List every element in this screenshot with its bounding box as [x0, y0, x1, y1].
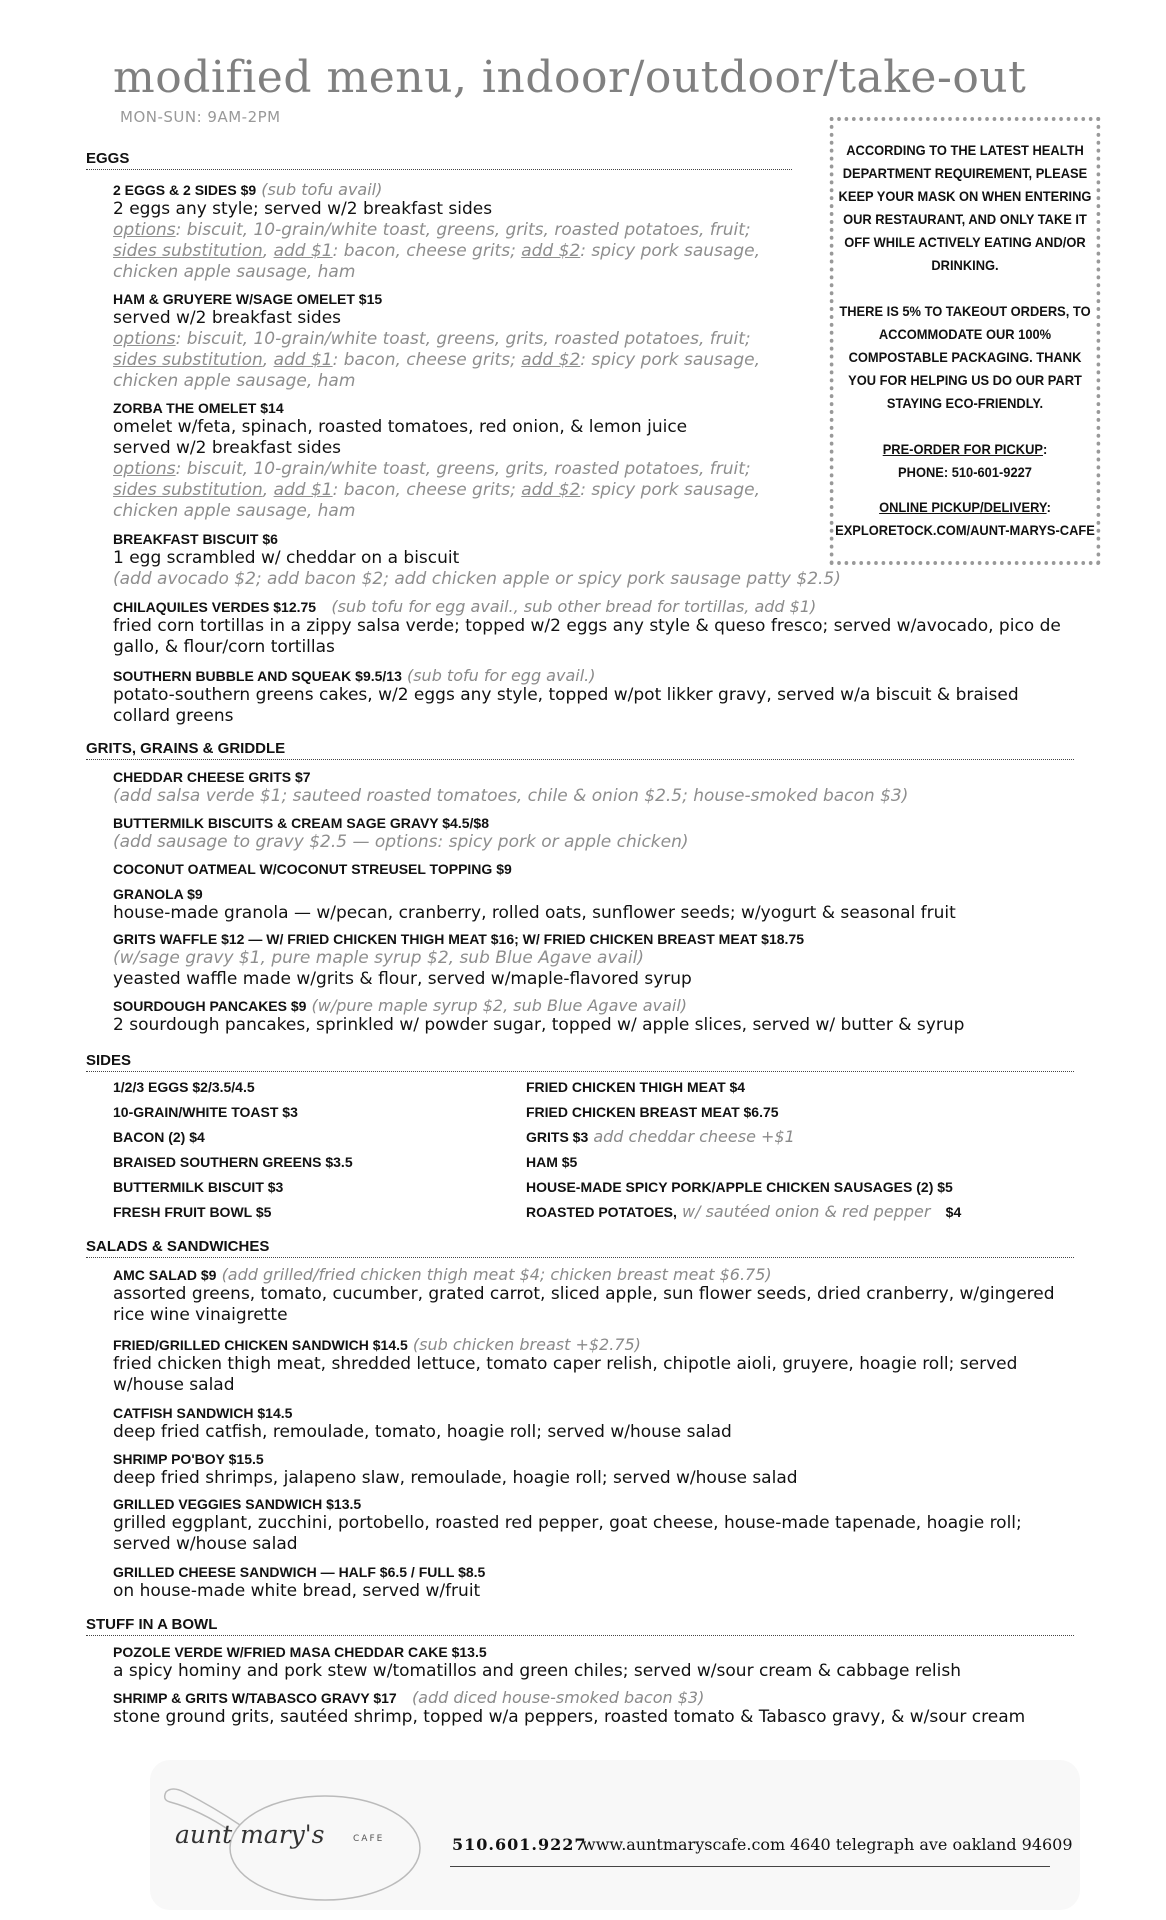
- item-name: GRITS WAFFLE $12 — W/ FRIED CHICKEN THIGH MEAT $16; W/ FRIED CHICKEN BREAST MEAT $18.75: [113, 931, 804, 947]
- item-note: (sub tofu avail): [261, 180, 383, 199]
- item-note: (sub tofu for egg avail., sub other bread for tortillas, add $1): [331, 597, 817, 616]
- item-veggies-sandwich: [113, 1494, 1073, 1555]
- section-eggs: EGGS: [86, 150, 792, 170]
- add2-text: : spicy pork sausage,: [580, 480, 760, 500]
- page-title: modified menu, indoor/outdoor/take-out: [113, 52, 1027, 103]
- item-name: 2 EGGS & 2 SIDES $9: [113, 182, 257, 198]
- item-desc: a spicy hominy and pork stew w/tomatillos and green chiles; served w/sour cream & cabbage relish: [113, 1661, 961, 1681]
- item-2-eggs: [113, 180, 760, 283]
- item-bubble-squeak: [113, 666, 1073, 727]
- item-name: CHILAQUILES VERDES $12.75: [113, 599, 317, 615]
- add1-label: add $1: [273, 350, 333, 370]
- sausage-line: chicken apple sausage, ham: [113, 371, 356, 391]
- section-grits: GRITS, GRAINS & GRIDDLE: [86, 740, 1074, 760]
- side-item: 1/2/3 EGGS $2/3.5/4.5: [113, 1079, 255, 1095]
- item-oatmeal: [113, 859, 512, 878]
- item-name: SHRIMP PO'BOY $15.5: [113, 1451, 264, 1467]
- hours: MON-SUN: 9AM-2PM: [120, 108, 281, 126]
- side-item: ROASTED POTATOES,: [526, 1204, 677, 1220]
- item-name: FRIED/GRILLED CHICKEN SANDWICH $14.5: [113, 1337, 408, 1353]
- item-pozole: [113, 1642, 961, 1682]
- options-label: options: [113, 220, 176, 240]
- add1-label: add $1: [273, 480, 333, 500]
- online-label: ONLINE PICKUP/DELIVERY: [879, 499, 1047, 515]
- item-name: ZORBA THE OMELET $14: [113, 400, 284, 416]
- side-item: HOUSE-MADE SPICY PORK/APPLE CHICKEN SAUSAGES (2) $5: [526, 1179, 953, 1195]
- sausage-line: chicken apple sausage, ham: [113, 501, 356, 521]
- item-note: (add grilled/fried chicken thigh meat $4; chicken breast meat $6.75): [221, 1265, 772, 1284]
- item-desc: fried corn tortillas in a zippy salsa verde; topped w/2 eggs any style & queso fresco; served w/avocado, pico de gallo, & flour/corn tortillas: [113, 616, 1061, 657]
- item-desc: 2 sourdough pancakes, sprinkled w/ powder sugar, topped w/ apple slices, served w/ butter & syrup: [113, 1015, 965, 1035]
- item-name: AMC SALAD $9: [113, 1267, 217, 1283]
- options-line: [113, 459, 760, 480]
- item-name: GRILLED VEGGIES SANDWICH $13.5: [113, 1496, 362, 1512]
- options-text: : biscuit, 10-grain/white toast, greens, grits, roasted potatoes, fruit;: [175, 459, 751, 479]
- add2-text: : spicy pork sausage,: [580, 241, 760, 261]
- side-note: add cheddar cheese +$1: [593, 1127, 795, 1146]
- item-granola: [113, 884, 956, 924]
- side-note: w/ sautéed onion & red pepper: [682, 1202, 931, 1221]
- item-shrimp-poboy: [113, 1449, 798, 1489]
- footer-address: 4640 telegraph ave oakland 94609: [790, 1835, 1073, 1854]
- side-item: BRAISED SOUTHERN GREENS $3.5: [113, 1154, 353, 1170]
- item-desc: grilled eggplant, zucchini, portobello, roasted red pepper, goat cheese, house-made tapenade, hoagie roll; served w/house salad: [113, 1513, 1022, 1554]
- footer-website[interactable]: www.auntmaryscafe.com: [582, 1835, 786, 1854]
- subs-label: sides substitution: [113, 350, 263, 370]
- footer-phone[interactable]: 510.601.9227: [452, 1835, 587, 1854]
- side-item: HAM $5: [526, 1154, 578, 1170]
- item-name: GRANOLA $9: [113, 886, 203, 902]
- options-line: [113, 329, 760, 350]
- preorder-phone[interactable]: PHONE: 510-601-9227: [898, 464, 1032, 480]
- item-catfish-sandwich: [113, 1403, 732, 1443]
- item-desc: deep fried catfish, remoulade, tomato, hoagie roll; served w/house salad: [113, 1422, 732, 1442]
- item-desc: fried chicken thigh meat, shredded lettuce, tomato caper relish, chipotle aioli, gruyere, hoagie roll; served w/house salad: [113, 1354, 1018, 1395]
- options-text: : biscuit, 10-grain/white toast, greens, grits, roasted potatoes, fruit;: [175, 329, 751, 349]
- item-desc: assorted greens, tomato, cucumber, grated carrot, sliced apple, sun flower seeds, dried cranberry, w/gingered rice wine vinaigrette: [113, 1284, 1055, 1325]
- item-grits-waffle: [113, 929, 804, 990]
- section-sides: SIDES: [86, 1052, 1074, 1072]
- add2-label: add $2: [521, 241, 581, 261]
- item-note: (add salsa verde $1; sauteed roasted tomatoes, chile & onion $2.5; house-smoked bacon $3): [113, 786, 909, 806]
- side-price: $4: [945, 1204, 962, 1220]
- online-url[interactable]: EXPLORETOCK.COM/AUNT-MARYS-CAFE: [835, 522, 1095, 538]
- item-name: BREAKFAST BISCUIT $6: [113, 531, 278, 547]
- item-name: POZOLE VERDE W/FRIED MASA CHEDDAR CAKE $13.5: [113, 1644, 487, 1660]
- item-desc: potato-southern greens cakes, w/2 eggs any style, topped w/pot likker gravy, served w/a biscuit & braised collard greens: [113, 685, 1019, 726]
- item-desc: deep fried shrimps, jalapeno slaw, remoulade, hoagie roll; served w/house salad: [113, 1468, 798, 1488]
- item-name: CATFISH SANDWICH $14.5: [113, 1405, 293, 1421]
- subs-line: sides substitution, add $1: bacon, cheese grits; add $2: spicy pork sausage,: [113, 480, 760, 500]
- side-item: 10-GRAIN/WHITE TOAST $3: [113, 1104, 298, 1120]
- add2-text: : spicy pork sausage,: [580, 350, 760, 370]
- item-sourdough-pancakes: [113, 996, 964, 1036]
- add2-label: add $2: [521, 480, 581, 500]
- item-zorba: [113, 398, 760, 522]
- takeout-fee-notice: THERE IS 5% TO TAKEOUT ORDERS, TO ACCOMMODATE OUR 100% COMPOSTABLE PACKAGING. THANK YOU FOR HELPING US DO OUR PART STAYING ECO-FRIENDLY.: [839, 303, 1091, 411]
- options-line: [113, 220, 760, 241]
- item-chilaquiles: [113, 597, 1073, 658]
- side-item: FRESH FRUIT BOWL $5: [113, 1204, 272, 1220]
- add1-text: : bacon, cheese grits;: [332, 241, 522, 261]
- preorder-label: PRE-ORDER FOR PICKUP: [882, 441, 1043, 457]
- item-name: CHEDDAR CHEESE GRITS $7: [113, 769, 311, 785]
- item-desc: yeasted waffle made w/grits & flour, served w/maple-flavored syrup: [113, 969, 692, 989]
- side-item: BUTTERMILK BISCUIT $3: [113, 1179, 284, 1195]
- options-label: options: [113, 329, 176, 349]
- add2-label: add $2: [521, 350, 581, 370]
- item-name: SHRIMP & GRITS W/TABASCO GRAVY $17: [113, 1690, 397, 1706]
- section-bowl: STUFF IN A BOWL: [86, 1616, 1074, 1636]
- item-desc: stone ground grits, sautéed shrimp, topped w/a peppers, roasted tomato & Tabasco gravy, & w/sour cream: [113, 1707, 1026, 1727]
- section-salads: SALADS & SANDWICHES: [86, 1238, 1074, 1258]
- item-chicken-sandwich: [113, 1335, 1073, 1396]
- side-item-grits: [526, 1127, 795, 1146]
- item-name: GRILLED CHEESE SANDWICH — HALF $6.5 / FULL $8.5: [113, 1564, 486, 1580]
- item-note: (sub tofu for egg avail.): [406, 666, 596, 685]
- add1-text: : bacon, cheese grits;: [332, 350, 522, 370]
- item-note: (add sausage to gravy $2.5 — options: spicy pork or apple chicken): [113, 832, 689, 852]
- health-notice-box: ACCORDING TO THE LATEST HEALTH DEPARTMENT REQUIREMENT, PLEASE KEEP YOUR MASK ON WHEN ENTERING OUR RESTAURANT, AND ONLY TAKE IT OFF WHILE ACTIVELY EATING AND/OR DRINKING. THERE IS 5% TO TAKEOUT ORDERS, TO ACCOMMODATE OUR 100% COMPOSTABLE PACKAGING. THANK YOU FOR HELPING US DO OUR PART STAYING ECO-FRIENDLY. PRE-ORDER FOR PICKUP: PHONE: 510-601-9227 ONLINE PICKUP/DELIVERY: EXPLORETOCK.COM/AUNT-MARYS-CAFE: [830, 117, 1100, 565]
- side-item: FRIED CHICKEN THIGH MEAT $4: [526, 1079, 746, 1095]
- item-breakfast-biscuit: [113, 529, 841, 590]
- side-item: GRITS $3: [526, 1129, 589, 1145]
- item-note: (add diced house-smoked bacon $3): [411, 1688, 705, 1707]
- item-note: (w/sage gravy $1, pure maple syrup $2, sub Blue Agave avail): [113, 948, 645, 968]
- item-desc: omelet w/feta, spinach, roasted tomatoes, red onion, & lemon juice: [113, 417, 688, 437]
- item-shrimp-grits: [113, 1688, 1025, 1728]
- item-desc: 2 eggs any style; served w/2 breakfast sides: [113, 199, 493, 219]
- item-grilled-cheese: [113, 1562, 485, 1602]
- mask-notice: ACCORDING TO THE LATEST HEALTH DEPARTMENT REQUIREMENT, PLEASE KEEP YOUR MASK ON WHEN ENTERING OUR RESTAURANT, AND ONLY TAKE IT OFF WHILE ACTIVELY EATING AND/OR DRINKING.: [838, 142, 1092, 273]
- options-label: options: [113, 459, 176, 479]
- item-name: BUTTERMILK BISCUITS & CREAM SAGE GRAVY $4.5/$8: [113, 815, 489, 831]
- add1-label: add $1: [273, 241, 333, 261]
- side-item: FRIED CHICKEN BREAST MEAT $6.75: [526, 1104, 779, 1120]
- item-desc: on house-made white bread, served w/fruit: [113, 1581, 481, 1601]
- subs-label: sides substitution: [113, 480, 263, 500]
- item-note: (add avocado $2; add bacon $2; add chicken apple or spicy pork sausage patty $2.5): [113, 569, 841, 589]
- item-desc: 1 egg scrambled w/ cheddar on a biscuit: [113, 548, 460, 568]
- item-biscuits-gravy: [113, 813, 689, 853]
- item-name: SOURDOUGH PANCAKES $9: [113, 998, 307, 1014]
- logo-text: aunt mary's: [175, 1820, 325, 1849]
- options-text: : biscuit, 10-grain/white toast, greens, grits, roasted potatoes, fruit;: [175, 220, 751, 240]
- subs-line: sides substitution, add $1: bacon, cheese grits; add $2: spicy pork sausage,: [113, 350, 760, 370]
- item-note: (w/pure maple syrup $2, sub Blue Agave avail): [311, 996, 687, 1015]
- item-amc-salad: [113, 1265, 1073, 1326]
- add1-text: : bacon, cheese grits;: [332, 480, 522, 500]
- item-name: SOUTHERN BUBBLE AND SQUEAK $9.5/13: [113, 668, 402, 684]
- item-desc: served w/2 breakfast sides: [113, 308, 342, 328]
- logo-sub: CAFE: [353, 1834, 385, 1844]
- side-item: BACON (2) $4: [113, 1129, 205, 1145]
- side-item-potatoes: [526, 1202, 961, 1221]
- footer-divider: [450, 1866, 1050, 1867]
- item-desc-sides: served w/2 breakfast sides: [113, 438, 342, 458]
- item-cheddar-grits: [113, 767, 908, 807]
- item-desc: house-made granola — w/pecan, cranberry, rolled oats, sunflower seeds; w/yogurt & seasonal fruit: [113, 903, 956, 923]
- item-ham-omelet: [113, 289, 760, 392]
- item-name: HAM & GRUYERE W/SAGE OMELET $15: [113, 291, 383, 307]
- sausage-line: chicken apple sausage, ham: [113, 262, 356, 282]
- subs-label: sides substitution: [113, 241, 263, 261]
- item-name: COCONUT OATMEAL W/COCONUT STREUSEL TOPPING $9: [113, 861, 512, 877]
- item-note: (sub chicken breast +$2.75): [412, 1335, 641, 1354]
- subs-line: sides substitution, add $1: bacon, cheese grits; add $2: spicy pork sausage,: [113, 241, 760, 261]
